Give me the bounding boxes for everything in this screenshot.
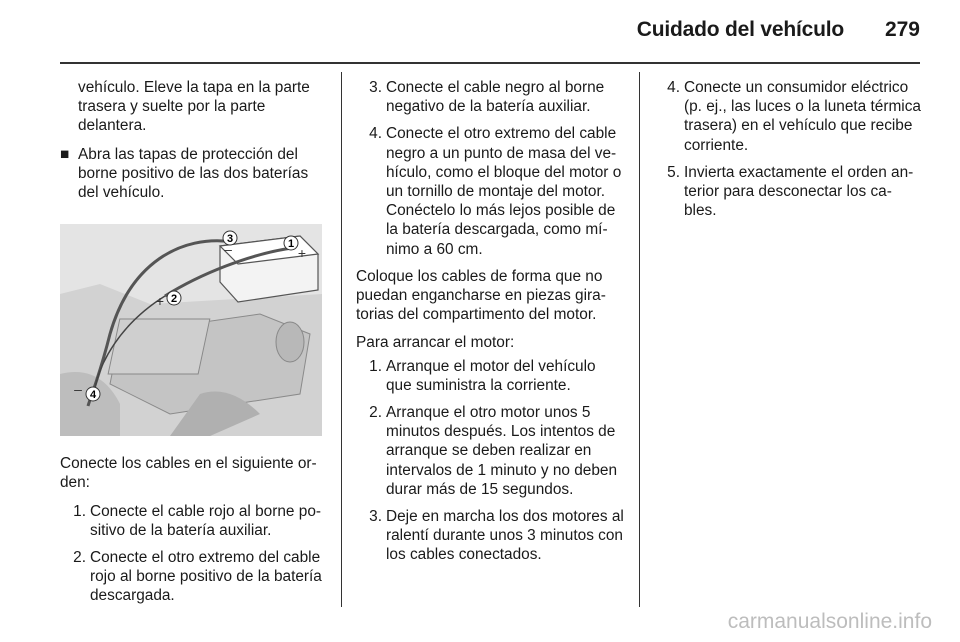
callout-1: 1: [287, 238, 295, 251]
bullet-mark: ■: [60, 145, 70, 163]
column-divider-2: [639, 72, 640, 607]
bullet-item: [60, 145, 326, 203]
bullet-text: Abra las tapas de protección del borne positivo de las dos baterías del vehículo.: [78, 145, 309, 202]
list-item: [356, 78, 624, 116]
start-engine-heading: Para arrancar el motor:: [356, 334, 515, 352]
step-text: Arranque el motor del vehículo que suministra la corriente.: [386, 357, 596, 394]
list-item: [654, 78, 922, 155]
column-2: [356, 78, 624, 573]
step-number: 4.: [667, 79, 680, 96]
cable-placement-paragraph: Coloque los cables de forma que no puedan engancharse en piezas gira-torias del compartimento del motor.: [356, 267, 606, 324]
step-number: 5.: [667, 163, 680, 181]
step-number: 3.: [369, 508, 382, 526]
start-engine-steps-list: [356, 357, 624, 565]
minus-label-3: –: [224, 241, 232, 258]
step-text: Conecte el cable rojo al borne po-sitivo de la batería auxiliar.: [90, 502, 322, 539]
minus-label-4: –: [74, 381, 82, 398]
connection-steps-list: [60, 502, 326, 606]
list-item: [356, 357, 624, 395]
list-item: [654, 163, 922, 221]
step-text: Invierta exactamente el orden an-terior para desconectar los ca-bles.: [684, 163, 914, 220]
header-divider: [60, 62, 920, 64]
step-text: Conecte el otro extremo del cable negro a un punto de masa del ve-hículo, como el bloque del motor o un tornillo de montaje del motor. Conéctelo lo más lejos posible de la batería descargada, como mí-nimo a 60 cm.: [386, 125, 622, 258]
intro-paragraph: Conecte los cables en el siguiente or-den:: [60, 455, 317, 492]
step-text: Conecte el otro extremo del cable rojo al borne positivo de la batería descargada.: [90, 549, 322, 605]
continued-paragraph: vehículo. Eleve la tapa en la parte trasera y suelte por la parte delantera.: [78, 79, 310, 135]
list-item: [60, 548, 326, 606]
watermark: carmanualsonline.info: [727, 610, 932, 633]
list-item: [356, 507, 624, 565]
step-text: Conecte el cable negro al borne negativo de la batería auxiliar.: [386, 79, 605, 116]
plus-label-2: +: [155, 293, 165, 310]
callout-4: 4: [89, 389, 97, 402]
connection-steps-list-cont: [356, 78, 624, 259]
final-steps-list: [654, 78, 922, 220]
list-item: [356, 124, 624, 258]
callout-3: 3: [226, 233, 234, 246]
step-number: 1.: [73, 502, 86, 520]
page-number: 279: [884, 18, 920, 41]
step-number: 2.: [369, 404, 382, 422]
page-title: Cuidado del vehículo: [636, 18, 844, 41]
step-text: Conecte un consumidor eléctrico (p. ej., las luces o la luneta térmica trasera) en el vehículo que recibe corriente.: [684, 79, 921, 154]
step-text: Deje en marcha los dos motores al ralentí durante unos 3 minutos con los cables conectados.: [386, 508, 624, 564]
plus-label-1: +: [297, 245, 307, 262]
step-number: 1.: [369, 357, 382, 375]
list-item: [356, 403, 624, 499]
step-number: 4.: [369, 125, 382, 143]
step-text: Arranque el otro motor unos 5 minutos después. Los intentos de arranque se deben realizar en intervalos de 1 minuto y no deben durar más de 15 segundos.: [386, 404, 618, 498]
step-number: 3.: [369, 79, 382, 96]
list-item: [60, 502, 326, 540]
column-divider-1: [341, 72, 342, 607]
column-1: [60, 78, 326, 614]
step-number: 2.: [73, 549, 86, 567]
callout-2: 2: [170, 293, 178, 306]
jump-start-illustration: [60, 224, 322, 436]
column-3: [654, 78, 922, 228]
